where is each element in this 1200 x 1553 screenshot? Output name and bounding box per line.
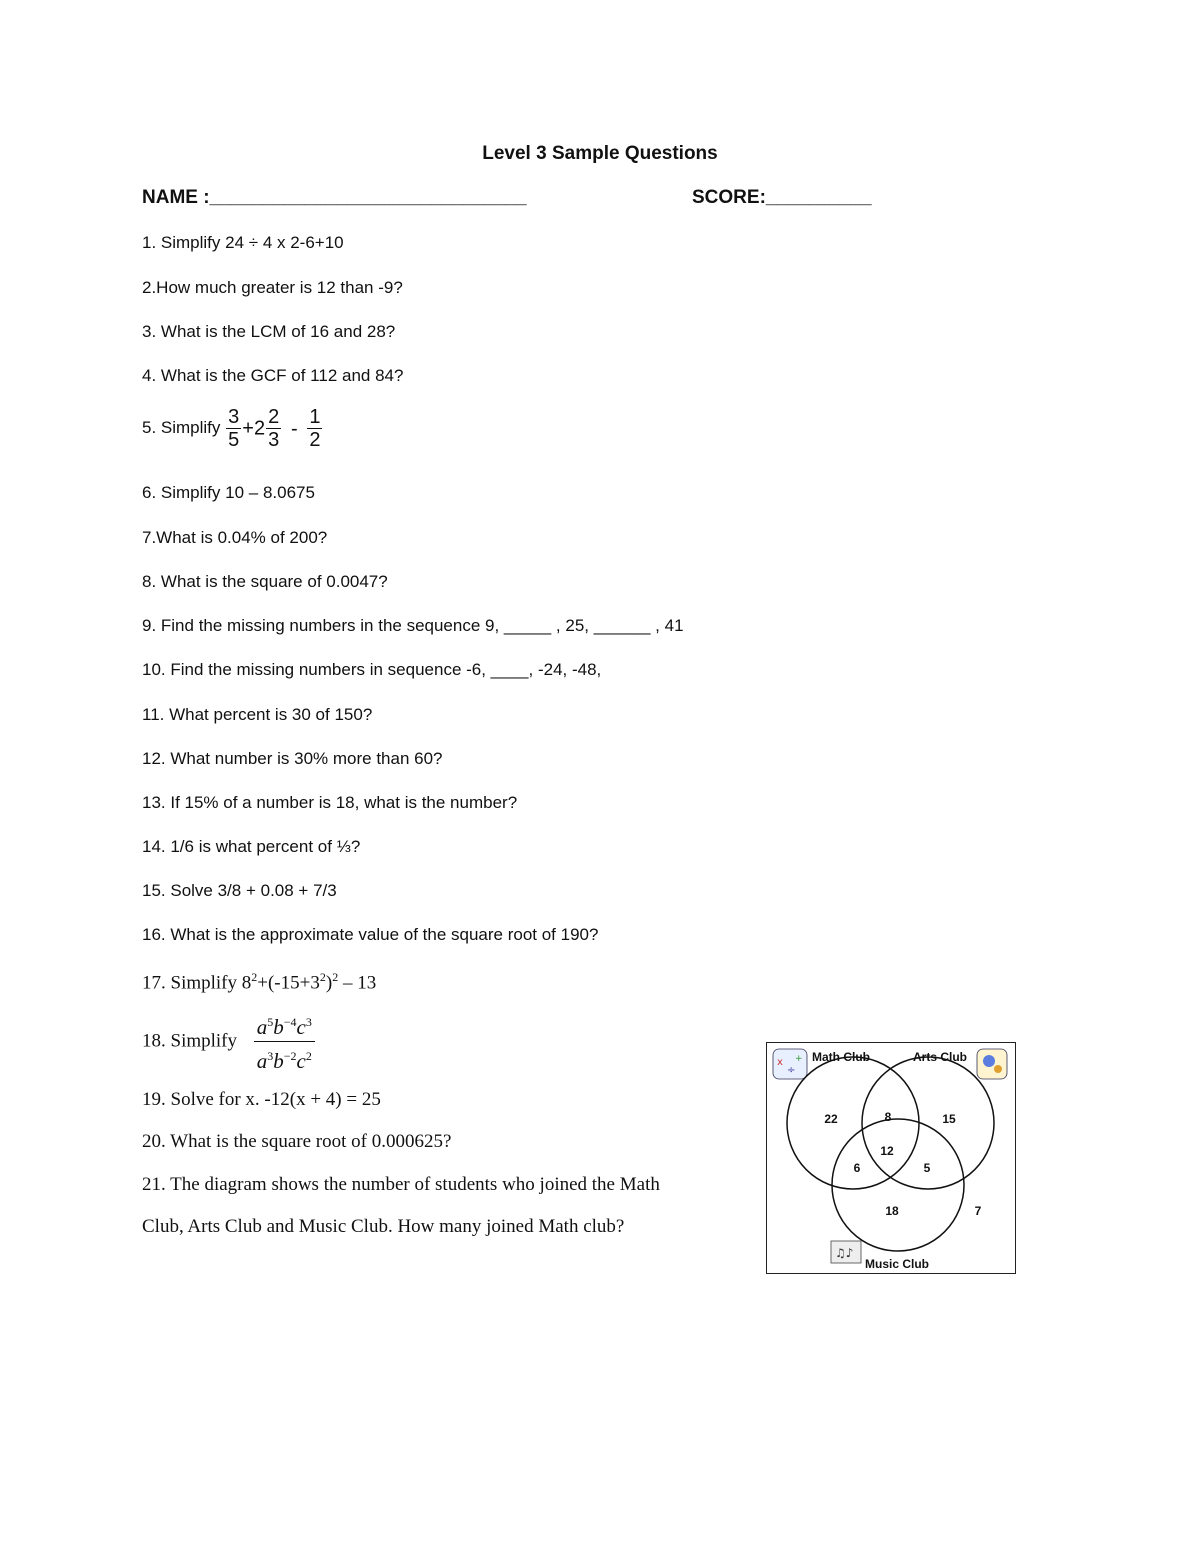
question-11: 11. What percent is 30 of 150? bbox=[142, 705, 373, 724]
music-club-label: Music Club bbox=[865, 1257, 930, 1271]
question-2: 2.How much greater is 12 than -9? bbox=[142, 278, 403, 297]
question-18: 18. Simplify $\frac{a^5b^{-4}c^3}{a^3b^{-2}c^2}$ bbox=[142, 1010, 315, 1073]
question-9: 9. Find the missing numbers in the sequence 9, _____ , 25, ______ , 41 bbox=[142, 616, 684, 635]
question-7: 7.What is 0.04% of 200? bbox=[142, 528, 328, 547]
score-field[interactable]: SCORE:__________ bbox=[692, 187, 872, 208]
question-12: 12. What number is 30% more than 60? bbox=[142, 749, 443, 768]
question-15: 15. Solve 3/8 + 0.08 + 7/3 bbox=[142, 881, 337, 900]
question-20: 20. What is the square root of 0.000625? bbox=[142, 1131, 452, 1152]
question-5: 5. Simplify $\frac{3}{5}$ +2 $\frac{2}{3}$ - $\frac{1}{2}$ bbox=[142, 406, 321, 451]
venn-math-only: 22 bbox=[824, 1112, 838, 1126]
question-17: 17. Simplify $8^2+(-15+3^2)^2 - 13$ bbox=[142, 970, 377, 994]
question-3: 3. What is the LCM of 16 and 28? bbox=[142, 322, 396, 341]
question-6: 6. Simplify 10 – 8.0675 bbox=[142, 483, 315, 502]
svg-text:÷: ÷ bbox=[787, 1065, 796, 1076]
svg-text:♫♪: ♫♪ bbox=[835, 1246, 854, 1260]
question-8: 8. What is the square of 0.0047? bbox=[142, 572, 388, 591]
venn-music-only: 18 bbox=[885, 1204, 899, 1218]
name-field[interactable]: NAME :______________________________ bbox=[142, 187, 527, 208]
page-title: Level 3 Sample Questions bbox=[482, 143, 718, 164]
venn-arts-only: 15 bbox=[942, 1112, 956, 1126]
music-clipart-icon bbox=[831, 1241, 861, 1263]
question-19: 19. Solve for x. -12(x + 4) = 25 bbox=[142, 1089, 381, 1110]
question-1: 1. Simplify 24 ÷ 4 x 2-6+10 bbox=[142, 233, 344, 252]
question-10: 10. Find the missing numbers in sequence -6, ____, -24, -48, bbox=[142, 660, 602, 679]
fraction-1-2: $\frac{1}{2}$ bbox=[309, 406, 321, 451]
fraction-2-3: $\frac{2}{3}$ bbox=[268, 406, 280, 451]
question-4: 4. What is the GCF of 112 and 84? bbox=[142, 366, 404, 385]
venn-math-music: 6 bbox=[853, 1161, 861, 1175]
question-14: 14. 1/6 is what percent of ⅓? bbox=[142, 837, 361, 856]
venn-all-three: 12 bbox=[880, 1144, 894, 1158]
question-21-line-1: 21. The diagram shows the number of students who joined the Math bbox=[142, 1174, 660, 1195]
question-13: 13. If 15% of a number is 18, what is the number? bbox=[142, 793, 518, 812]
venn-math-arts: 8 bbox=[884, 1110, 892, 1124]
svg-text:+: + bbox=[795, 1054, 803, 1064]
question-21-line-2: Club, Arts Club and Music Club. How many joined Math club? bbox=[142, 1216, 625, 1237]
expression-fraction: $\frac{a^5b^{-4}c^3}{a^3b^{-2}c^2}$ bbox=[254, 1010, 315, 1073]
question-5-prefix: 5. Simplify bbox=[142, 417, 221, 437]
arts-club-label: Arts Club bbox=[913, 1050, 967, 1064]
venn-none: 7 bbox=[974, 1204, 982, 1218]
math-club-label: Math Club bbox=[812, 1050, 870, 1064]
venn-diagram bbox=[766, 1042, 1016, 1274]
math-clipart-icon bbox=[773, 1049, 807, 1079]
venn-arts-music: 5 bbox=[923, 1161, 931, 1175]
arts-clipart-icon bbox=[977, 1049, 1007, 1079]
question-16: 16. What is the approximate value of the square root of 190? bbox=[142, 925, 599, 944]
music-club-circle bbox=[832, 1119, 964, 1251]
fraction-3-5: $\frac{3}{5}$ bbox=[228, 406, 240, 451]
svg-text:x: x bbox=[777, 1057, 783, 1068]
